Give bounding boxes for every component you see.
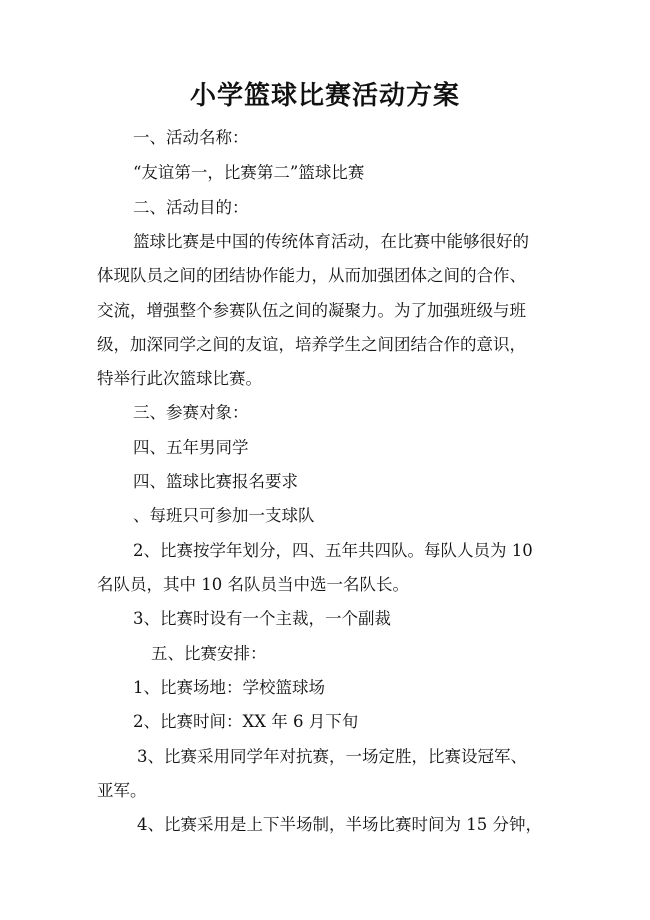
purpose-paragraph-line: 篮球比赛是中国的传统体育活动，在比赛中能够很好的 bbox=[133, 232, 529, 251]
registration-item-cont: 名队员，其中 10 名队员当中选一名队长。 bbox=[97, 575, 409, 594]
schedule-item-cont: 亚军。 bbox=[97, 781, 147, 800]
purpose-paragraph-line: 体现队员之间的团结协作能力，从而加强团体之间的合作、 bbox=[97, 266, 526, 285]
heading-activity-name: 一、活动名称： bbox=[133, 128, 249, 147]
purpose-paragraph-line: 交流，增强整个参赛队伍之间的凝聚力。为了加强班级与班 bbox=[97, 301, 526, 320]
purpose-paragraph-line: 特举行此次篮球比赛。 bbox=[97, 369, 262, 388]
schedule-item: 1、比赛场地：学校篮球场 bbox=[133, 678, 325, 697]
purpose-paragraph-line: 级，加深同学之间的友谊，培养学生之间团结合作的意识， bbox=[97, 335, 526, 354]
registration-item: 、每班只可参加一支球队 bbox=[133, 506, 315, 525]
heading-registration: 四、篮球比赛报名要求 bbox=[133, 472, 298, 491]
heading-activity-purpose: 二、活动目的： bbox=[133, 198, 249, 217]
participants-text: 四、五年男同学 bbox=[133, 438, 249, 457]
schedule-item: 4、比赛采用是上下半场制，半场比赛时间为 15 分钟， bbox=[137, 815, 542, 834]
registration-item: 3、比赛时设有一个主裁，一个副裁 bbox=[133, 609, 391, 628]
document-title: 小学篮球比赛活动方案 bbox=[189, 81, 460, 111]
schedule-item: 2、比赛时间：XX 年 6 月下旬 bbox=[133, 712, 359, 731]
heading-schedule: 五、比赛安排： bbox=[151, 644, 267, 663]
activity-name-text: “友谊第一，比赛第二”篮球比赛 bbox=[133, 163, 365, 182]
schedule-item: 3、比赛采用同学年对抗赛，一场定胜，比赛设冠军、 bbox=[137, 747, 527, 766]
heading-participants: 三、参赛对象： bbox=[133, 403, 249, 422]
registration-item: 2、比赛按学年划分，四、五年共四队。每队人员为 10 bbox=[133, 541, 533, 560]
